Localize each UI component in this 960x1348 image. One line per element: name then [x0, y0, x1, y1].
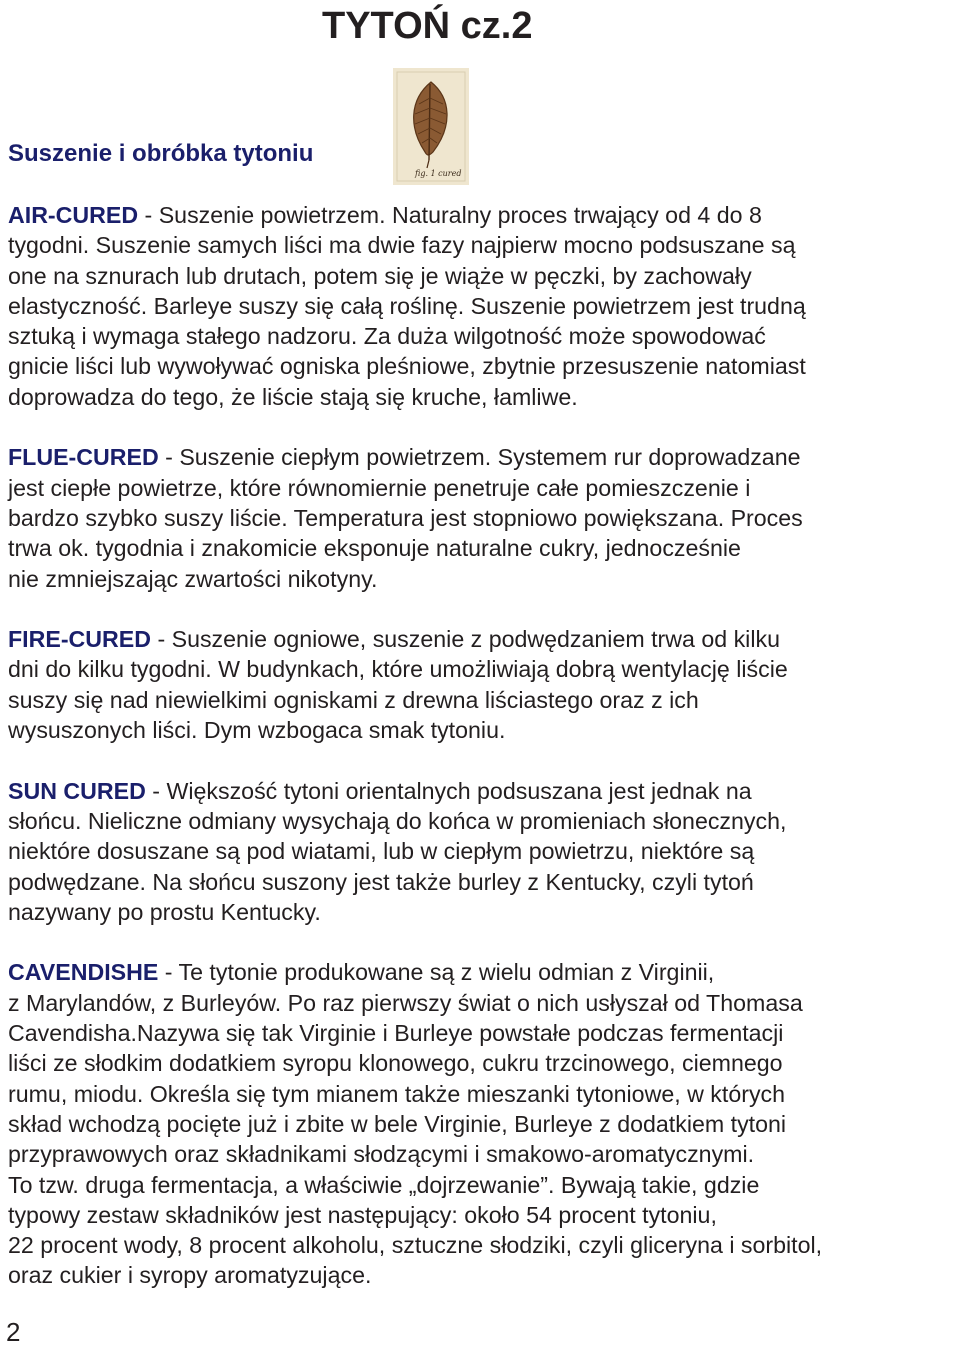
paragraph-line: elastyczność. Barleye suszy się całą roślinę. Suszenie powietrzem jest trudną — [8, 292, 806, 319]
paragraph-line: podwędzane. Na słońcu suszony jest także burley z Kentucky, czyli tytoń — [8, 868, 754, 895]
paragraph-line: niektóre dosuszane są pod wiatami, lub w ciepłym powietrzu, niektóre są — [8, 838, 755, 865]
paragraph-line: typowy zestaw składników jest następujący: około 54 procent tytoniu, — [8, 1201, 717, 1228]
paragraph-air-cured — [8, 200, 958, 412]
paragraph-line: suszy się nad niewielkimi ogniskami z drewna liściastego oraz z ich — [8, 686, 699, 713]
paragraph-line — [8, 776, 958, 806]
paragraph-sun-cured — [8, 776, 958, 927]
paragraph-line: tygodni. Suszenie samych liści ma dwie fazy najpierw mocno podsuszane są — [8, 232, 796, 259]
paragraph-line: liści ze słodkim dodatkiem syropu klonowego, cukru trzcinowego, ciemnego — [8, 1050, 783, 1077]
paragraph-line: To tzw. druga fermentacja, a właściwie „dojrzewanie”. Bywają takie, gdzie — [8, 1171, 760, 1198]
paragraph-line: doprowadza do tego, że liście stają się kruche, łamliwe. — [8, 383, 578, 410]
paragraph-line: jest ciepłe powietrze, które równomiernie penetruje całe pomieszczenie i — [8, 474, 751, 501]
paragraph-line — [8, 442, 958, 472]
tobacco-leaf-icon — [393, 68, 469, 185]
paragraph-line — [8, 957, 958, 987]
page-number: 2 — [6, 1317, 21, 1347]
paragraph-line: one na sznurach lub drutach, potem się je wiąże w pęczki, by zachowały — [8, 262, 752, 289]
paragraph-line: bardzo szybko suszy liście. Temperatura jest stopniowo powiększana. Proces — [8, 504, 803, 531]
paragraph-line: sztuką i wymaga stałego nadzoru. Za duża wilgotność może spowodować — [8, 323, 766, 350]
paragraph-line: dni do kilku tygodni. W budynkach, które umożliwiają dobrą wentylację liście — [8, 656, 788, 683]
paragraph-flue-cured — [8, 442, 958, 593]
paragraph-text: - Suszenie powietrzem. Naturalny proces trwający od 4 do 8 — [138, 202, 762, 228]
paragraph-line: z Marylandów, z Burleyów. Po raz pierwszy świat o nich usłyszał od Thomasa — [8, 989, 803, 1016]
document-body — [8, 200, 958, 1321]
curing-term: FLUE-CURED — [8, 444, 159, 471]
curing-term: CAVENDISHE — [8, 959, 159, 986]
paragraph-line: Cavendisha.Nazywa się tak Virginie i Burleye powstałe podczas fermentacji — [8, 1020, 784, 1047]
paragraph-line: trwa ok. tygodnia i znakomicie eksponuje naturalne cukry, jednocześnie — [8, 535, 741, 562]
paragraph-text: - Suszenie ogniowe, suszenie z podwędzaniem trwa od kilku — [151, 626, 780, 653]
paragraph-text: - Większość tytoni orientalnych podsuszana jest jednak na — [145, 777, 752, 804]
paragraph-line: 22 procent wody, 8 procent alkoholu, sztuczne słodziki, czyli gliceryna i sorbitol, — [8, 1232, 823, 1259]
paragraph-text: - Suszenie ciepłym powietrzem. Systemem rur doprowadzane — [158, 444, 801, 471]
tobacco-leaf-illustration — [393, 68, 469, 185]
paragraph-fire-cured — [8, 624, 958, 745]
paragraph-line — [8, 200, 958, 230]
paragraph-line: nazywany po prostu Kentucky. — [8, 898, 321, 925]
paragraph-text: - Te tytonie produkowane są z wielu odmian z Virginii, — [158, 959, 715, 986]
curing-term: SUN CURED — [8, 777, 146, 804]
paragraph-line: wysuszonych liści. Dym wzbogaca smak tytoniu. — [8, 717, 506, 744]
paragraph-cavendishe — [8, 957, 958, 1290]
leaf-caption: fig. 1 cured — [415, 169, 462, 178]
paragraph-line: oraz cukier i syropy aromatyzujące. — [8, 1262, 372, 1289]
paragraph-line: przyprawowych oraz składnikami słodzącymi i smakowo-aromatycznymi. — [8, 1141, 755, 1168]
curing-term: AIR-CURED — [8, 202, 139, 228]
paragraph-line: rumu, miodu. Określa się tym mianem także mieszanki tytoniowe, w których — [8, 1080, 786, 1107]
paragraph-line: gnicie liści lub wywoływać ogniska pleśniowe, zbytnie przesuszenie natomiast — [8, 353, 806, 380]
curing-term: FIRE-CURED — [8, 626, 151, 653]
page-title: TYTOŃ cz.2 — [322, 5, 533, 47]
paragraph-line — [8, 624, 958, 654]
paragraph-line: skład wchodzą pocięte już i zbite w bele Virginie, Burleye z dodatkiem tytoni — [8, 1110, 787, 1137]
paragraph-line: nie zmniejszając zwartości nikotyny. — [8, 565, 378, 592]
paragraph-line: słońcu. Nieliczne odmiany wysychają do końca w promieniach słonecznych, — [8, 807, 787, 834]
section-heading: Suszenie i obróbka tytoniu — [8, 140, 314, 167]
